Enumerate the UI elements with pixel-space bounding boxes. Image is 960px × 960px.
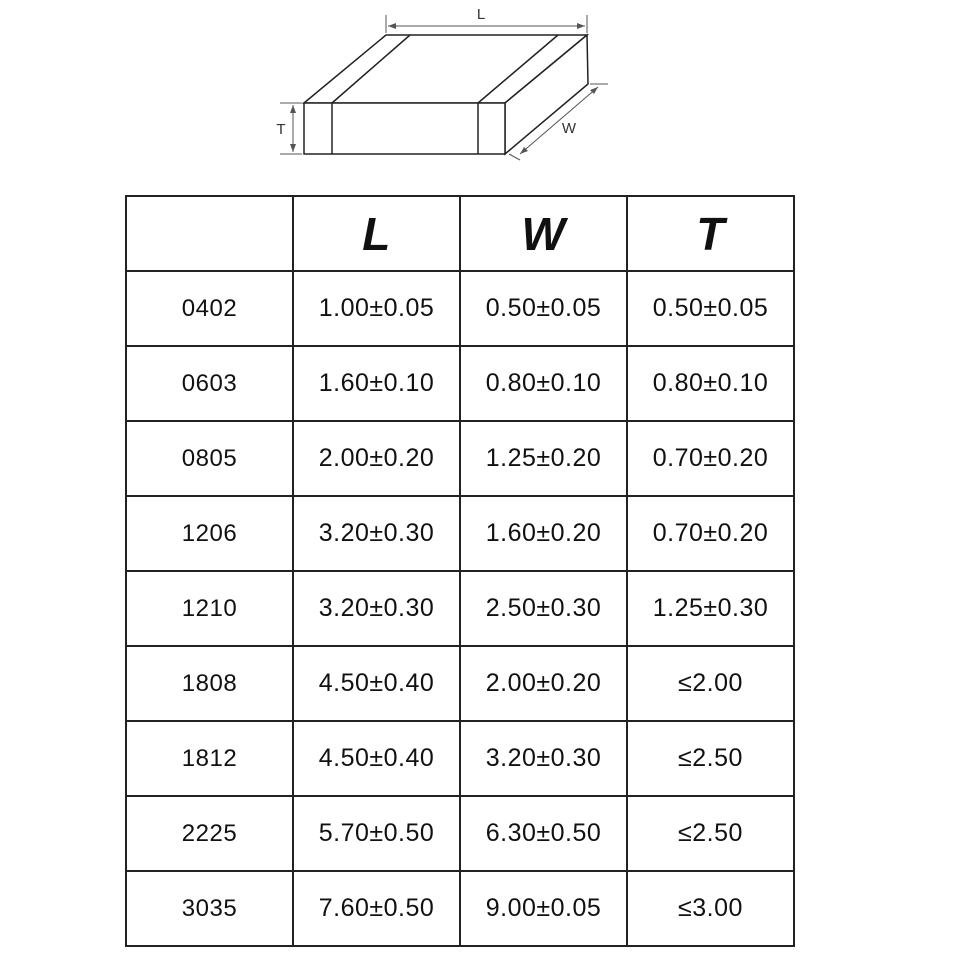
size-cell: 0402: [126, 271, 293, 346]
size-cell: 2225: [126, 796, 293, 871]
w-cell: 6.30±0.50: [460, 796, 627, 871]
dimension-table: [125, 195, 795, 947]
t-cell: 0.70±0.20: [627, 421, 794, 496]
header-t: T: [627, 196, 794, 271]
size-cell: 1206: [126, 496, 293, 571]
table-row: [126, 271, 794, 346]
t-cell: ≤3.00: [627, 871, 794, 946]
table-row: [126, 421, 794, 496]
l-cell: 4.50±0.40: [293, 721, 460, 796]
size-cell: 3035: [126, 871, 293, 946]
w-cell: 0.50±0.05: [460, 271, 627, 346]
l-cell: 5.70±0.50: [293, 796, 460, 871]
table-row: [126, 796, 794, 871]
chip-dimension-diagram: [0, 0, 960, 180]
l-cell: 1.60±0.10: [293, 346, 460, 421]
table-row: [126, 871, 794, 946]
label-t: T: [276, 121, 286, 138]
w-cell: 0.80±0.10: [460, 346, 627, 421]
t-cell: ≤2.50: [627, 796, 794, 871]
header-row: [126, 196, 794, 271]
table-row: [126, 346, 794, 421]
header-l: L: [293, 196, 460, 271]
table-row: [126, 496, 794, 571]
header-size: [126, 196, 293, 271]
t-cell: 0.80±0.10: [627, 346, 794, 421]
w-cell: 9.00±0.05: [460, 871, 627, 946]
label-w: W: [561, 120, 577, 137]
l-cell: 3.20±0.30: [293, 571, 460, 646]
t-cell: 0.50±0.05: [627, 271, 794, 346]
t-cell: 0.70±0.20: [627, 496, 794, 571]
l-cell: 1.00±0.05: [293, 271, 460, 346]
label-l: L: [476, 6, 486, 23]
table-row: [126, 646, 794, 721]
t-cell: ≤2.50: [627, 721, 794, 796]
w-cell: 2.00±0.20: [460, 646, 627, 721]
w-cell: 1.25±0.20: [460, 421, 627, 496]
size-cell: 1210: [126, 571, 293, 646]
w-cell: 3.20±0.30: [460, 721, 627, 796]
table-row: [126, 721, 794, 796]
w-cell: 2.50±0.30: [460, 571, 627, 646]
size-cell: 0603: [126, 346, 293, 421]
w-cell: 1.60±0.20: [460, 496, 627, 571]
t-cell: ≤2.00: [627, 646, 794, 721]
size-cell: 1808: [126, 646, 293, 721]
l-cell: 3.20±0.30: [293, 496, 460, 571]
l-cell: 2.00±0.20: [293, 421, 460, 496]
size-cell: 1812: [126, 721, 293, 796]
l-cell: 7.60±0.50: [293, 871, 460, 946]
table-row: [126, 571, 794, 646]
t-cell: 1.25±0.30: [627, 571, 794, 646]
header-w: W: [460, 196, 627, 271]
size-cell: 0805: [126, 421, 293, 496]
l-cell: 4.50±0.40: [293, 646, 460, 721]
